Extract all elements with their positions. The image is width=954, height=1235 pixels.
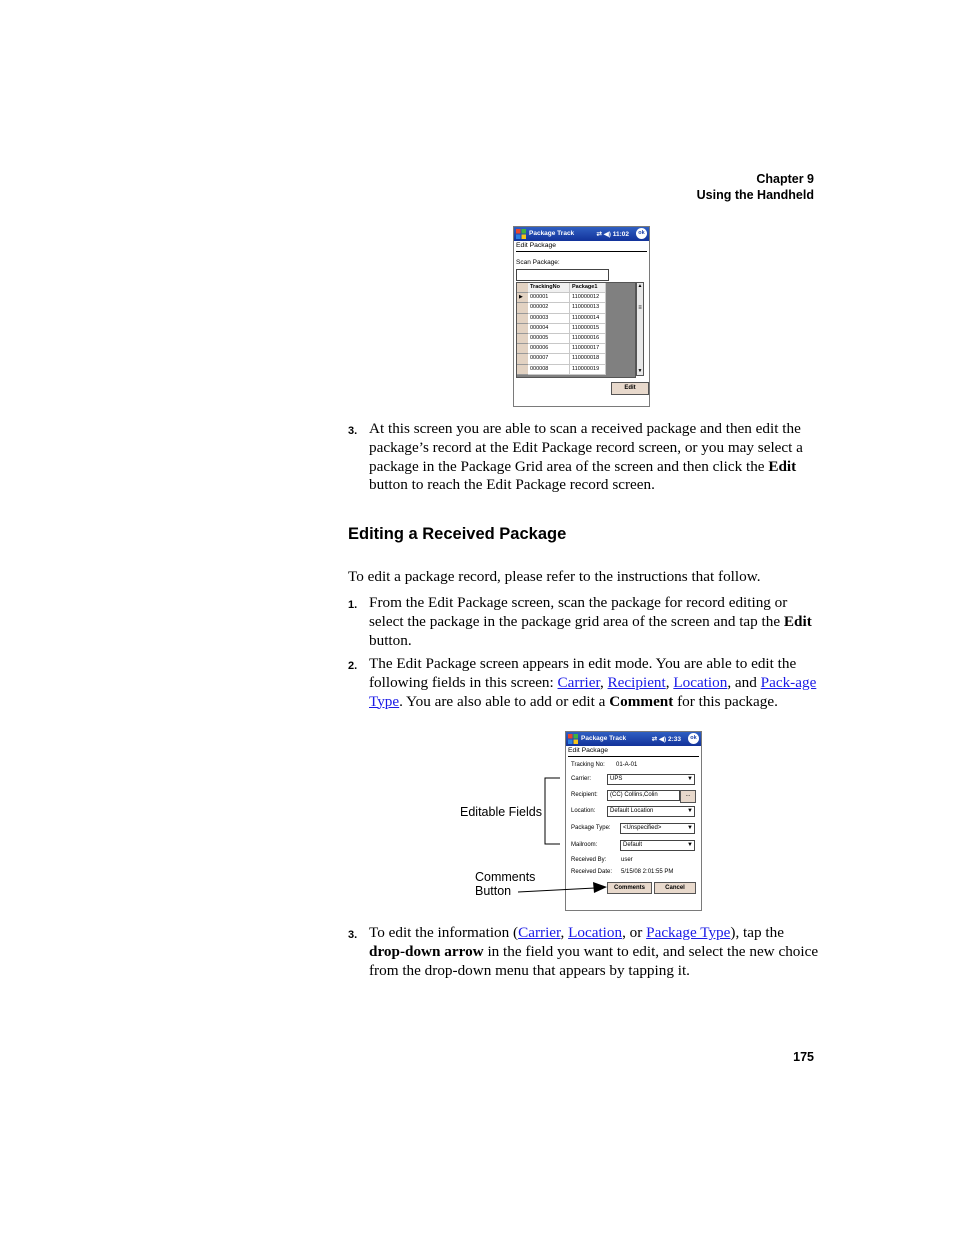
step-3-text: At this screen you are able to scan a received package and then edit the package’s record at the Edit Package record screen, or you may select a package in the Package Grid area of the screen and then click the Edit button to reach the Edit Package record screen. bbox=[369, 420, 803, 494]
grid-cell[interactable]: 110000017 bbox=[570, 344, 606, 354]
received-by-label: Received By: bbox=[571, 857, 607, 863]
step-number: 3. bbox=[348, 929, 358, 941]
received-date-label: Received Date: bbox=[571, 869, 613, 875]
app-title: Package Track bbox=[581, 735, 627, 742]
screen-subtitle: Edit Package bbox=[568, 747, 609, 754]
grid-cell[interactable]: 110000014 bbox=[570, 314, 606, 324]
clock: 2:33 bbox=[667, 736, 681, 743]
location-dropdown[interactable]: Default Location ▼ bbox=[607, 806, 695, 817]
scroll-down-icon[interactable]: ▼ bbox=[637, 368, 643, 374]
comments-button[interactable]: Comments bbox=[607, 882, 652, 894]
recipient-field[interactable]: (CC) Collins,Colin bbox=[607, 790, 680, 801]
ok-button[interactable]: ok bbox=[688, 733, 699, 744]
step-number: 2. bbox=[348, 660, 358, 672]
scroll-up-icon[interactable]: ▲ bbox=[637, 283, 643, 289]
carrier-dropdown[interactable]: UPS ▼ bbox=[607, 774, 695, 785]
recipient-browse-button[interactable]: ... bbox=[680, 790, 696, 803]
package-grid[interactable] bbox=[516, 282, 636, 378]
screen-subtitle: Edit Package bbox=[516, 242, 557, 249]
grid-column-header[interactable]: TrackingNo bbox=[528, 283, 570, 293]
mailroom-label: Mailroom: bbox=[571, 842, 598, 848]
tracking-value: 01-A-01 bbox=[616, 762, 638, 768]
divider bbox=[568, 756, 699, 757]
grid-cell[interactable]: 110000015 bbox=[570, 324, 606, 334]
grid-cell[interactable]: 000005 bbox=[528, 334, 570, 344]
recipient-label: Recipient: bbox=[571, 792, 598, 798]
signal-icon: ⇄ ◀) bbox=[651, 736, 667, 743]
step-1-text: From the Edit Package screen, scan the package for record editing or select the package in the package grid area of the screen and tap the Edit button. bbox=[369, 594, 812, 649]
location-link[interactable]: Location bbox=[673, 673, 728, 691]
received-by-value: user bbox=[621, 857, 633, 863]
location-label: Location: bbox=[571, 808, 596, 814]
tracking-label: Tracking No: bbox=[571, 762, 605, 768]
row-selector[interactable] bbox=[517, 334, 528, 344]
edit-package-screenshot bbox=[513, 226, 650, 407]
package-type-link[interactable]: Pack-age Type bbox=[369, 673, 817, 710]
mailroom-dropdown[interactable]: Default ▼ bbox=[620, 840, 695, 851]
grid-cell[interactable]: 000002 bbox=[528, 303, 570, 313]
grid-cell[interactable]: 000003 bbox=[528, 314, 570, 324]
grid-cell[interactable]: 110000012 bbox=[570, 293, 606, 303]
grid-cell[interactable]: 000006 bbox=[528, 344, 570, 354]
step-3b-text: To edit the information (Carrier, Location, or Package Type), tap the drop-down arrow in the field you want to edit, and select the new choice from the drop-down menu that appears by tapping it. bbox=[369, 924, 819, 979]
carrier-label: Carrier: bbox=[571, 776, 592, 782]
chapter-label: Chapter 9 bbox=[756, 172, 814, 186]
ok-button[interactable]: ok bbox=[636, 228, 647, 239]
location-link[interactable]: Location bbox=[568, 924, 623, 941]
package-type-dropdown[interactable]: <Unspecified> ▼ bbox=[620, 823, 695, 834]
dropdown-arrow-icon[interactable]: ▼ bbox=[687, 776, 693, 782]
grid-cell[interactable]: 110000018 bbox=[570, 354, 606, 364]
received-date-value: 5/15/08 2:01:55 PM bbox=[621, 869, 674, 875]
intro-text: To edit a package record, please refer to the instructions that follow. bbox=[348, 568, 761, 585]
section-label: Using the Handheld bbox=[696, 188, 814, 202]
grid-corner bbox=[517, 283, 528, 293]
windows-logo-icon bbox=[516, 229, 526, 239]
windows-logo-icon bbox=[568, 734, 578, 744]
scroll-thumb[interactable]: ≡ bbox=[638, 305, 642, 311]
row-selector[interactable] bbox=[517, 303, 528, 313]
title-bar bbox=[514, 227, 649, 241]
row-selector[interactable] bbox=[517, 344, 528, 354]
package-type-label: Package Type: bbox=[571, 825, 611, 831]
row-selector[interactable] bbox=[517, 365, 528, 375]
grid-cell[interactable]: 000007 bbox=[528, 354, 570, 364]
grid-cell[interactable]: 000008 bbox=[528, 365, 570, 375]
dropdown-arrow-icon[interactable]: ▼ bbox=[687, 842, 693, 848]
grid-cell[interactable]: 110000019 bbox=[570, 365, 606, 375]
scan-label: Scan Package: bbox=[516, 259, 560, 266]
app-title: Package Track bbox=[529, 230, 575, 237]
grid-scrollbar[interactable] bbox=[636, 282, 644, 376]
section-heading: Editing a Received Package bbox=[348, 525, 567, 543]
page-number: 175 bbox=[793, 1050, 814, 1064]
package-type-link[interactable]: Package Type bbox=[646, 924, 731, 941]
row-selector[interactable] bbox=[517, 314, 528, 324]
divider bbox=[516, 251, 647, 252]
comments-callout-arrow bbox=[515, 880, 610, 896]
signal-icon: ⇄ ◀) bbox=[596, 231, 611, 238]
grid-cell[interactable]: 110000013 bbox=[570, 303, 606, 313]
grid-cell[interactable]: 110000016 bbox=[570, 334, 606, 344]
dropdown-arrow-icon[interactable]: ▼ bbox=[687, 808, 693, 814]
clock: 11:02 bbox=[612, 231, 629, 238]
grid-cell[interactable]: 000001 bbox=[528, 293, 570, 303]
grid-cell[interactable]: 000004 bbox=[528, 324, 570, 334]
editable-fields-bracket bbox=[540, 775, 562, 847]
row-selector[interactable] bbox=[517, 324, 528, 334]
editable-fields-callout: Editable Fields bbox=[460, 805, 542, 819]
step-2-text: The Edit Package screen appears in edit mode. You are able to edit the following fields in this screen: Carrier, Recipient, Location, and Pack-age Type. You are also able to add or edit a Comment for this package. bbox=[369, 655, 817, 710]
scan-package-input[interactable] bbox=[516, 269, 609, 281]
cancel-button[interactable]: Cancel bbox=[654, 882, 696, 894]
row-selector[interactable]: ▶ bbox=[517, 293, 528, 303]
title-bar bbox=[566, 732, 701, 746]
step-number: 1. bbox=[348, 599, 358, 611]
row-selector[interactable] bbox=[517, 354, 528, 364]
dropdown-arrow-icon[interactable]: ▼ bbox=[687, 825, 693, 831]
carrier-link[interactable]: Carrier bbox=[518, 924, 561, 941]
comments-callout-line2: Button bbox=[475, 884, 512, 898]
edit-button[interactable]: Edit bbox=[611, 382, 649, 395]
carrier-link[interactable]: Carrier bbox=[557, 673, 600, 691]
recipient-link[interactable]: Recipient bbox=[607, 673, 666, 691]
comments-callout-line1: Comments bbox=[475, 870, 536, 884]
step-number: 3. bbox=[348, 425, 358, 437]
grid-column-header[interactable]: Package1 bbox=[570, 283, 606, 293]
